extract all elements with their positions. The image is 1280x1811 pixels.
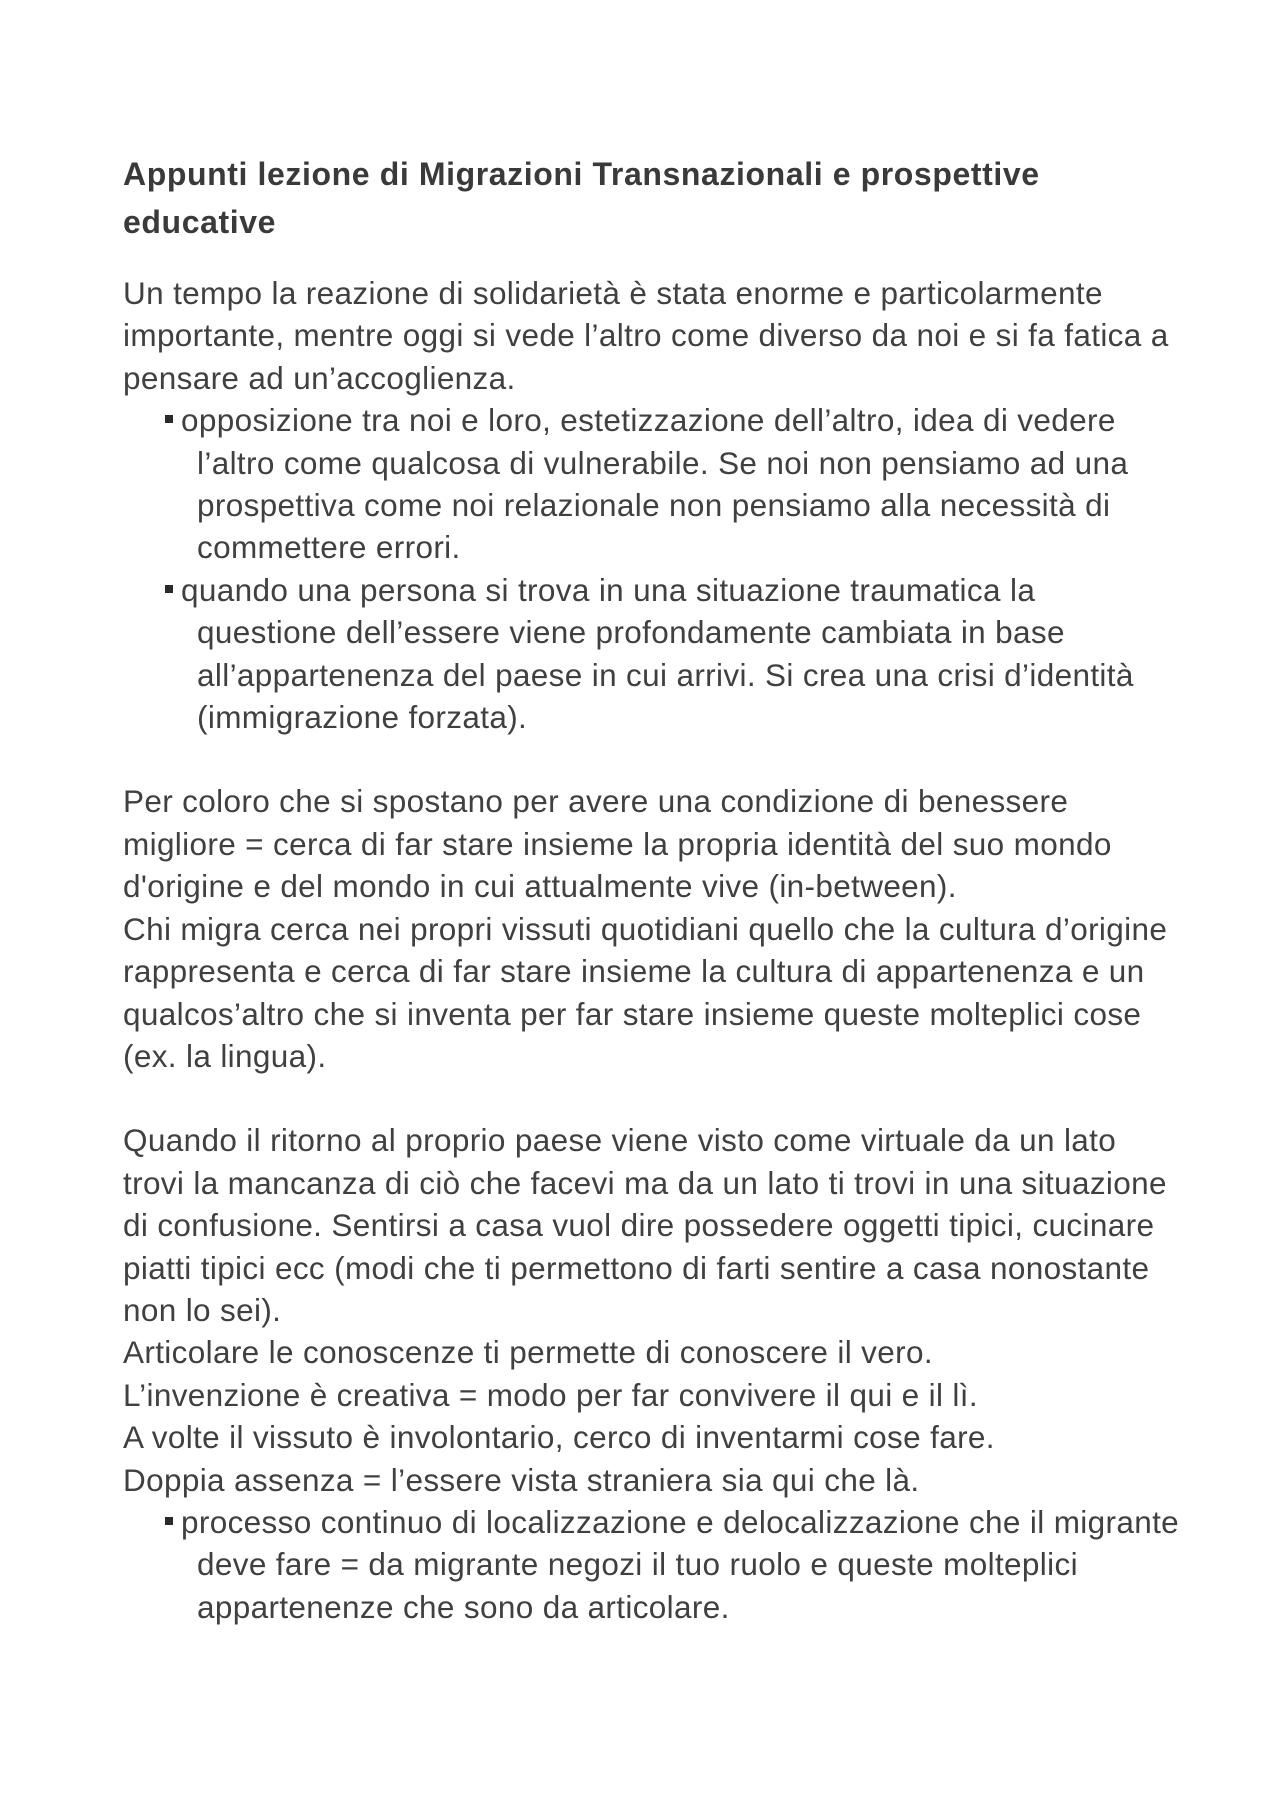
paragraph-solidarity: Un tempo la reazione di solidarietà è stata enorme e particolarmente importante, mentre oggi si vede l’altro come diverso da noi e si fa fatica a pensare ad un’accoglienza. <box>123 275 1169 396</box>
section-solidarity <box>123 272 1183 738</box>
list-item-text: processo continuo di localizzazione e delocalizzazione che il migrante deve fare = da migrante negozi il tuo ruolo e queste molteplici appartenenze che sono da articolare. <box>181 1503 1180 1625</box>
list-item <box>165 399 1183 569</box>
paragraph-invention: L’invenzione è creativa = modo per far convivere il qui e il lì. <box>123 1376 978 1413</box>
paragraph-culture: Chi migra cerca nei propri vissuti quotidiani quello che la cultura d’origine rappresenta e cerca di far stare insieme la cultura di appartenenza e un qualcos’altro che si inventa per far stare insieme queste molteplici cose (ex. la lingua). <box>123 910 1168 1074</box>
section-return <box>123 1119 1183 1628</box>
list-item <box>165 1501 1183 1628</box>
bullet-list <box>123 1501 1183 1628</box>
paragraph-wellbeing: Per coloro che si spostano per avere una condizione di benessere migliore = cerca di far stare insieme la propria identità del suo mondo d'origine e del mondo in cui attualmente vive (in-between). <box>123 783 1112 905</box>
bullet-list <box>123 399 1183 738</box>
square-bullet-icon <box>165 585 173 593</box>
paragraph-knowledge: Articolare le conoscenze ti permette di conoscere il vero. <box>123 1334 933 1371</box>
spacer <box>123 1077 1183 1119</box>
section-identity <box>123 780 1183 1077</box>
document-page <box>123 150 1183 1628</box>
paragraph-return: Quando il ritorno al proprio paese viene visto come virtuale da un lato trovi la mancanza di ciò che facevi ma da un lato ti trovi in una situazione di confusione. Sentirsi a casa vuol dire possedere oggetti tipici, cucinare piatti tipici ecc (modi che ti permettono di farti sentire a casa nonostante non lo sei). <box>123 1122 1167 1328</box>
square-bullet-icon <box>165 1517 173 1525</box>
list-item-text: quando una persona si trova in una situazione traumatica la questione dell’essere viene profondamente cambiata in base all’appartenenza del paese in cui arrivi. Si crea una crisi d’identità (immigrazione forzata). <box>181 571 1134 736</box>
paragraph-double-absence: Doppia assenza = l’essere vista straniera sia qui che là. <box>123 1461 920 1498</box>
document-title: Appunti lezione di Migrazioni Transnazionali e prospettive educative <box>123 156 1040 240</box>
list-item-text: opposizione tra noi e loro, estetizzazione dell’altro, idea di vedere l’altro come qualcosa di vulnerabile. Se noi non pensiamo ad una prospettiva come noi relazionale non pensiamo alla necessità di commettere errori. <box>181 402 1129 566</box>
square-bullet-icon <box>165 415 173 423</box>
list-item <box>165 569 1183 739</box>
paragraph-involuntary: A volte il vissuto è involontario, cerco di inventarmi cose fare. <box>123 1419 995 1456</box>
spacer <box>123 738 1183 780</box>
